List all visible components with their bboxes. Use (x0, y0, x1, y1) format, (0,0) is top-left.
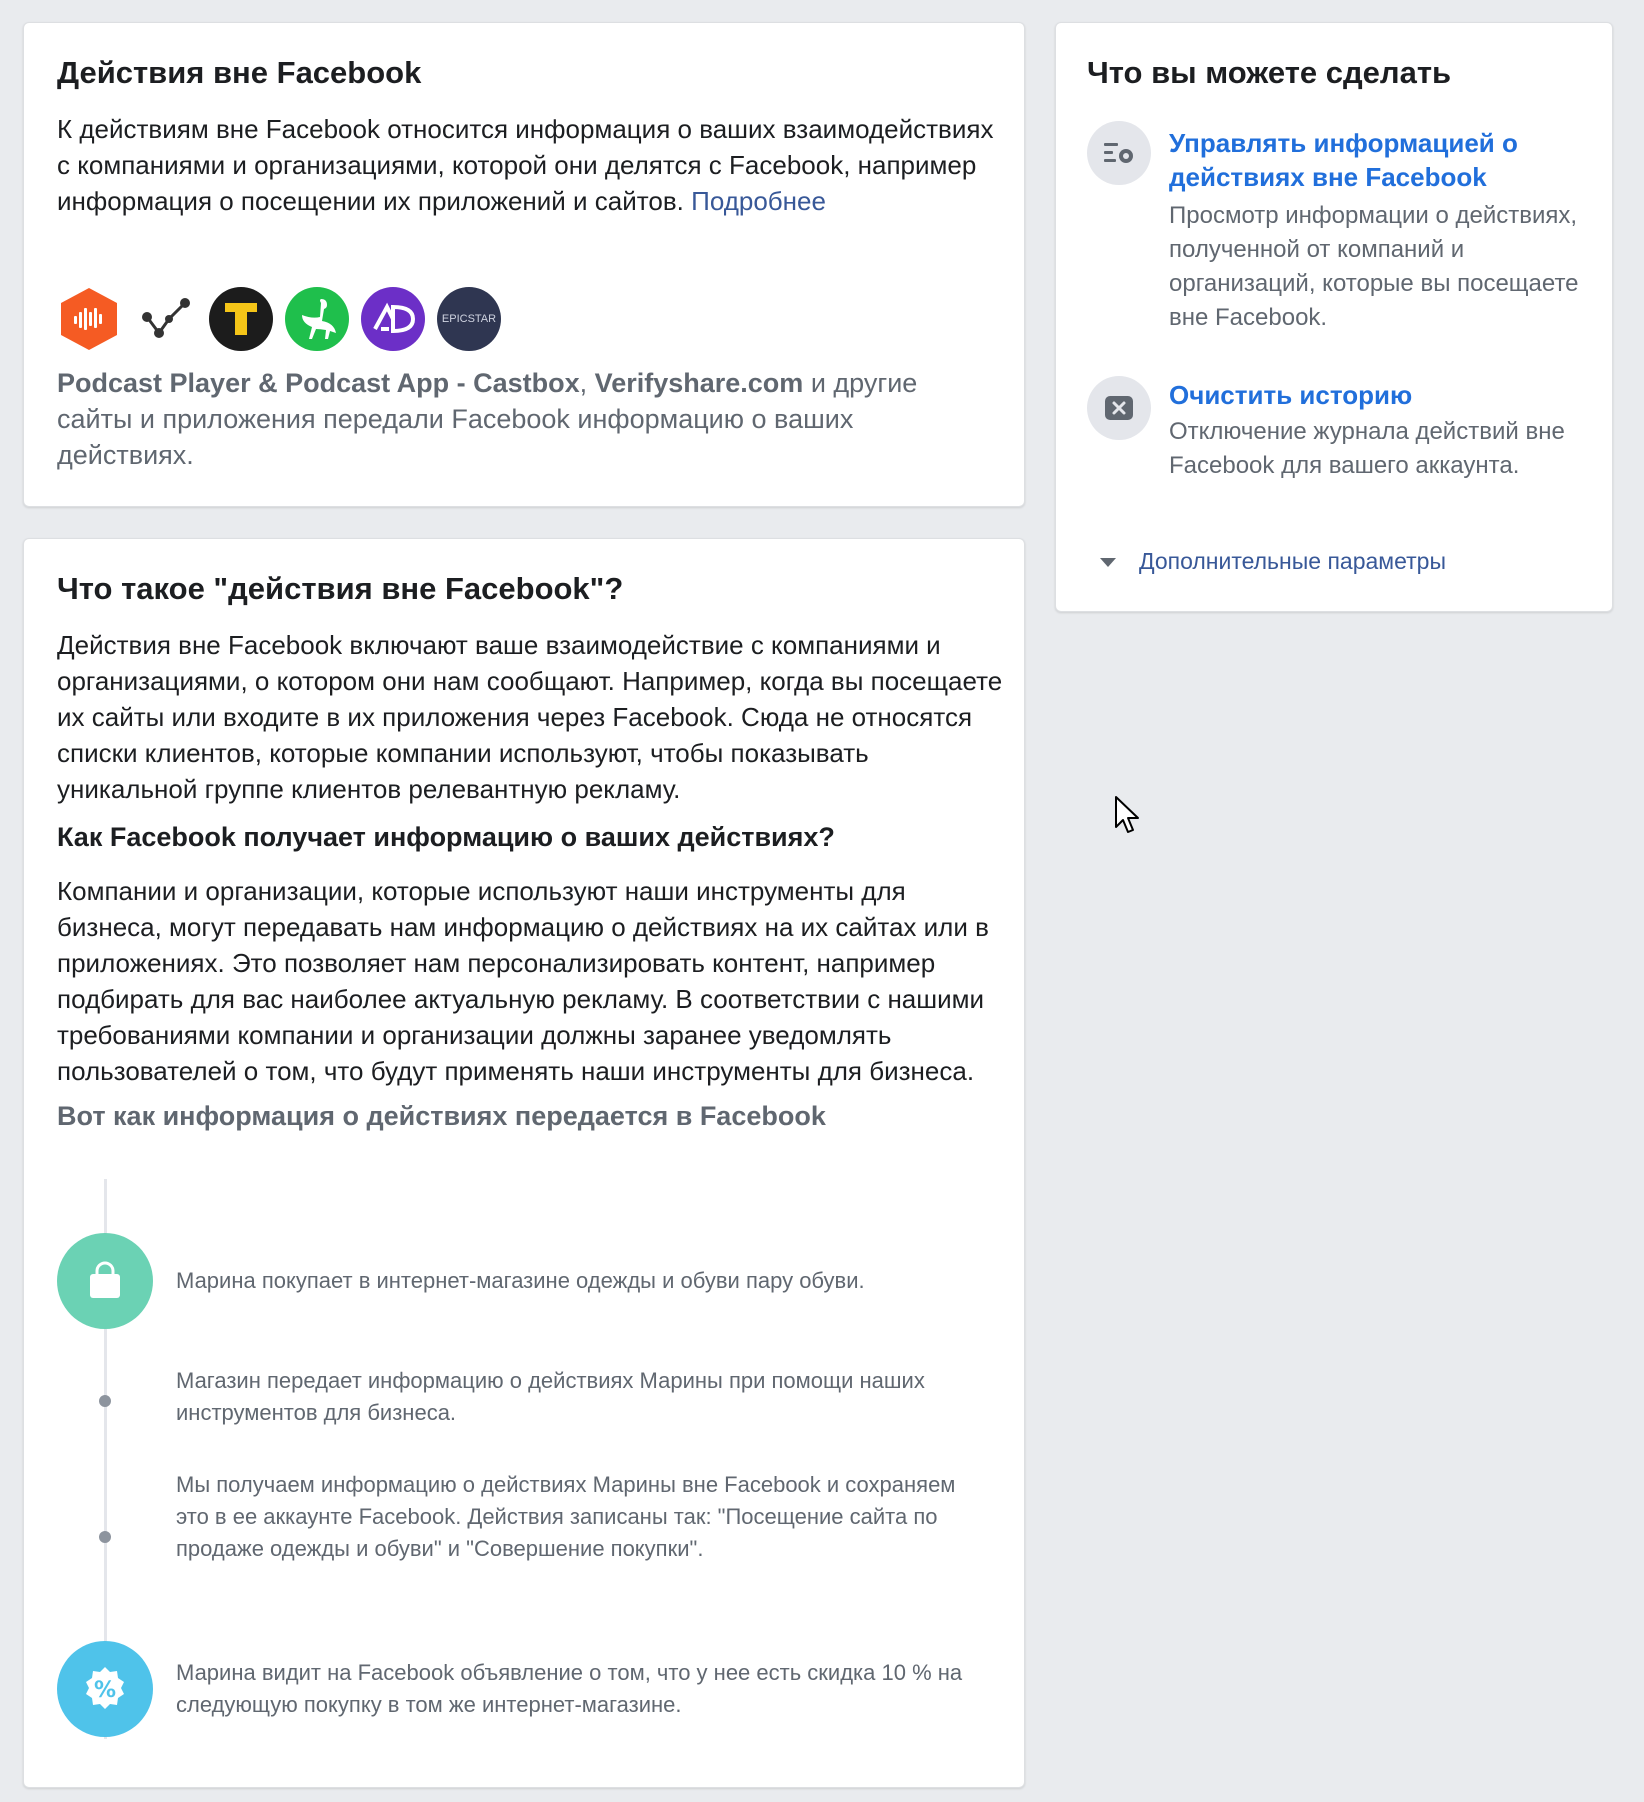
epicstar-logo[interactable]: EPICSTAR (437, 287, 501, 351)
timeline-dot (99, 1531, 111, 1543)
more-options-label: Дополнительные параметры (1139, 548, 1446, 574)
manage-activity-link[interactable]: Управлять информацией о действиях вне Facebook (1169, 128, 1518, 192)
shopping-bag-icon (57, 1233, 153, 1329)
learn-more-link[interactable]: Подробнее (691, 186, 826, 216)
discount-icon (57, 1641, 153, 1737)
more-options-toggle[interactable] (1099, 548, 1446, 575)
step-1-text: Марина покупает в интернет-магазине одежды и обуви пару обуви. (176, 1268, 865, 1293)
off-facebook-activity-card (23, 22, 1025, 507)
clear-history-link[interactable]: Очистить историю (1169, 380, 1413, 410)
step-3-text: Мы получаем информацию о действиях Марины вне Facebook и сохраняем это в ее аккаунте Facebook. Действия записаны так: "Посещение сайта по продаже одежды и обуви" и "Совершение покупки". (176, 1472, 956, 1561)
sharers-suffix: и другие сайты и приложения передали Facebook информацию о ваших действиях. (57, 368, 918, 470)
manage-activity-description: Просмотр информации о действиях, полученной от компаний и организаций, которые вы посещаете вне Facebook. (1169, 202, 1579, 331)
card-title: Действия вне Facebook (57, 55, 422, 90)
settings-list-icon (1087, 121, 1151, 185)
flow-heading: Вот как информация о действиях передается в Facebook (57, 1101, 826, 1131)
sharer-verifyshare[interactable]: Verifyshare.com (594, 368, 804, 398)
step-2-text: Магазин передает информацию о действиях Марины при помощи наших инструментов для бизнеса. (176, 1368, 925, 1425)
caret-down-icon (1099, 556, 1117, 568)
ostrich-logo[interactable] (285, 287, 349, 351)
mouse-cursor-icon (1114, 795, 1142, 837)
how-subheading: Как Facebook получает информацию о ваших действиях? (57, 822, 835, 852)
ad-logo[interactable] (361, 287, 425, 351)
step-4-text: Марина видит на Facebook объявление о том, что у нее есть скидка 10 % на следующую покупку в том же интернет-магазине. (176, 1660, 963, 1717)
app-logos (57, 287, 513, 353)
what-you-can-do-card (1055, 22, 1613, 612)
sharing-sources: Podcast Player & Podcast App - Castbox, Verifyshare.com и другие сайты и приложения передали Facebook информацию о ваших действиях. (57, 368, 918, 470)
timeline-dot (99, 1395, 111, 1407)
svg-text:%: % (93, 1678, 117, 1703)
intro-paragraph: Действия вне Facebook включают ваше взаимодействие с компаниями и организациями, о котором они нам сообщают. Например, когда вы посещаете их сайты или входите в их приложения через Facebook. Сюда не относятся списки клиентов, которые компании используют, чтобы показывать уникальной группе клиентов релевантную рекламу. (57, 630, 1003, 804)
description-text: К действиям вне Facebook относится информация о ваших взаимодействиях с компаниями и организациями, которой они делятся с Facebook, например информация о посещении их приложений и сайтов. (57, 114, 994, 216)
what-is-card (23, 538, 1025, 1788)
clear-history-icon (1087, 376, 1151, 440)
side-title: Что вы можете сделать (1087, 55, 1452, 90)
t-logo[interactable] (209, 287, 273, 351)
castbox-logo[interactable] (57, 287, 121, 351)
card-description (57, 111, 1007, 219)
card-title: Что такое "действия вне Facebook"? (57, 571, 624, 606)
how-paragraph: Компании и организации, которые используют наши инструменты для бизнеса, могут передавать нам информацию о действиях на их сайтах или в приложениях. Это позволяет нам персонализировать контент, например подбирать для вас наиболее актуальную рекламу. В соответствии с нашими требованиями компании и организации должны заранее уведомлять пользователей о том, что будут применять наши инструменты для бизнеса. (57, 876, 989, 1086)
verifyshare-logo[interactable] (133, 287, 197, 351)
clear-history-description: Отключение журнала действий вне Facebook для вашего аккаунта. (1169, 418, 1565, 479)
sharer-castbox[interactable]: Podcast Player & Podcast App - Castbox (57, 368, 580, 398)
